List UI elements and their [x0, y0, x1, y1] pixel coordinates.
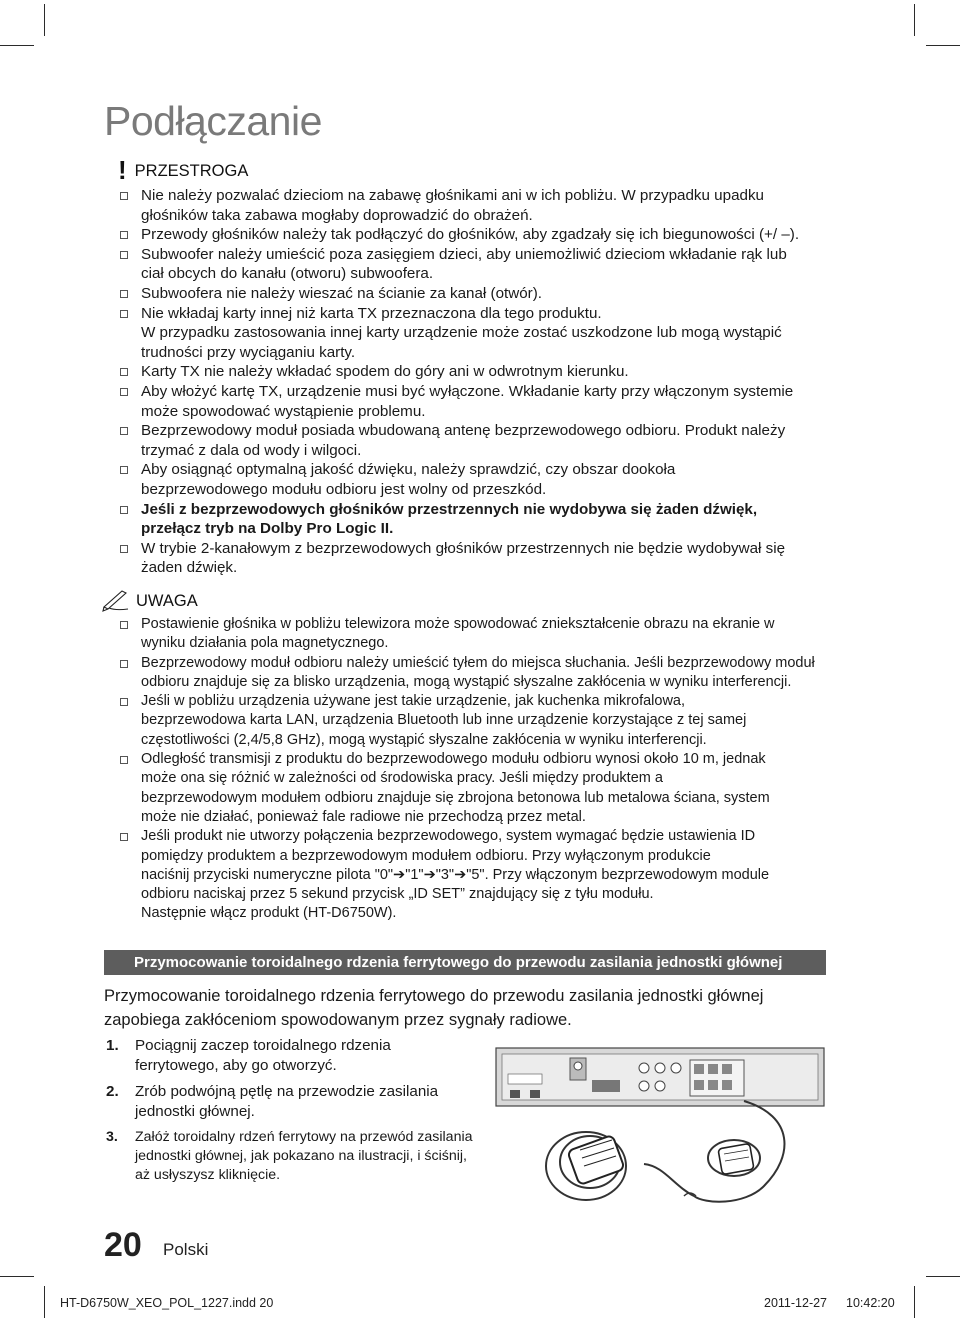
square-bullet-icon	[120, 545, 128, 553]
list-item-line: bezprzewodowa karta LAN, urządzenia Bluetooth lub inne urządzenie korzystające z tej samej	[141, 712, 747, 729]
ferrite-core-illustration	[494, 1046, 826, 1212]
list-item-line: Bezprzewodowy moduł odbioru należy umieścić tyłem do miejsca słuchania. Jeśli bezprzewodowy moduł	[141, 654, 815, 671]
pencil-note-icon	[102, 590, 132, 612]
crop-mark	[44, 4, 45, 36]
list-item-line: pomiędzy produktem a bezprzewodowym modułem odbioru. Przy wyłączonym produkcie	[141, 847, 711, 864]
crop-mark	[914, 4, 915, 36]
list-item-line: może spowodować wystąpienie problemu.	[141, 402, 426, 420]
list-item	[118, 539, 830, 578]
list-item-line: przełącz tryb na Dolby Pro Logic II.	[141, 520, 394, 538]
warning-list	[118, 186, 830, 578]
page-language: Polski	[163, 1240, 209, 1259]
list-item	[118, 500, 830, 539]
list-item-line: ciał obcych do kanału (otworu) subwoofera.	[141, 265, 434, 283]
list-item	[118, 186, 830, 225]
list-item	[118, 304, 830, 363]
list-item	[118, 382, 830, 421]
step-line: aż usłyszysz kliknięcie.	[135, 1167, 281, 1183]
list-item-line: odbioru naciskaj przez 5 sekund przycisk „ID SET” znajdujący się z tyłu modułu.	[141, 886, 654, 903]
list-item-line: Nie należy pozwalać dzieciom na zabawę głośnikami ani w ich pobliżu. W przypadku upadku	[141, 187, 765, 204]
intro-paragraph	[104, 984, 804, 1032]
list-item-line: Jeśli produkt nie utworzy połączenia bezprzewodowego, system wymagać będzie ustawienia ID	[141, 828, 756, 845]
step-number: 1.	[106, 1037, 119, 1054]
step-line: jednostki głównej.	[135, 1103, 255, 1120]
list-item-line: Postawienie głośnika w pobliżu telewizora może spowodować zniekształcenie obrazu na ekranie w	[141, 616, 775, 632]
list-item	[118, 225, 830, 245]
list-item-line: Przewody głośników należy tak podłączyć do głośników, aby zgadzały się ich biegunowości (+/ –).	[141, 226, 800, 244]
note-list	[118, 615, 830, 924]
list-item-line: może ona się różnić w zależności od środowiska pracy. Jeśli między produktem a	[141, 770, 663, 787]
list-item-line: Aby włożyć kartę TX, urządzenie musi być wyłączone. Wkładanie karty przy włączonym systemie	[141, 382, 794, 400]
intro-line: Przymocowanie toroidalnego rdzenia ferrytowego do przewodu zasilania jednostki głównej	[104, 987, 764, 1005]
page-title: Podłączanie	[104, 98, 322, 144]
list-item	[118, 692, 830, 750]
step-item	[104, 1082, 494, 1122]
step-number: 3.	[106, 1129, 118, 1145]
list-item-line: częstotliwości (2,4/5,8 GHz), mogą wystąpić słyszalne zakłócenia w wyniku interferencji.	[141, 731, 707, 748]
list-item	[118, 750, 830, 827]
list-item	[118, 460, 830, 499]
list-item-line: W przypadku zastosowania innej karty urządzenie może zostać uszkodzone lub mogą wystąpić	[141, 324, 782, 342]
step-line: Pociągnij zaczep toroidalnego rdzenia	[135, 1037, 391, 1054]
step-number: 2.	[106, 1083, 119, 1100]
page-number: 20	[104, 1226, 142, 1264]
crop-mark	[44, 1286, 45, 1318]
square-bullet-icon	[120, 310, 128, 318]
list-item-line: Subwoofera nie należy wieszać na ścianie za kanał (otwór).	[141, 284, 542, 302]
step-line: ferrytowego, aby go otworzyć.	[135, 1057, 337, 1074]
list-item-line: żaden dźwięk.	[141, 559, 238, 577]
square-bullet-icon	[120, 231, 128, 239]
list-item	[118, 615, 830, 654]
list-item-line: bezprzewodowym modułem odbioru znajduje się zbrojona betonowa lub metalowa ściana, system	[141, 789, 770, 806]
list-item	[118, 284, 830, 304]
crop-mark	[926, 1276, 960, 1277]
step-line: Załóż toroidalny rdzeń ferrytowy na przewód zasilania	[135, 1129, 473, 1145]
square-bullet-icon	[120, 660, 128, 668]
crop-mark	[914, 1286, 915, 1318]
square-bullet-icon	[120, 290, 128, 298]
exclamation-icon: !	[118, 155, 127, 185]
list-item-line: Jeśli w pobliżu urządzenia używane jest takie urządzenie, jak kuchenka mikrofalowa,	[141, 693, 686, 710]
section-bar-title: Przymocowanie toroidalnego rdzenia ferrytowego do przewodu zasilania jednostki głównej	[134, 954, 783, 971]
note-heading-label: UWAGA	[136, 591, 198, 610]
list-item-line: naciśnij przyciski numeryczne pilota "0"➔"1"➔"3"➔"5". Przy włączonym bezprzewodowym module	[141, 866, 770, 883]
list-item	[118, 827, 830, 923]
crop-mark	[926, 45, 960, 46]
crop-mark	[0, 45, 34, 46]
list-item-line: Subwoofer należy umieścić poza zasięgiem dzieci, aby uniemożliwić dzieciom wkładanie rąk lub	[141, 245, 787, 263]
square-bullet-icon	[120, 756, 128, 764]
note-heading	[102, 590, 198, 612]
list-item-line: bezprzewodowego modułu odbioru jest wolny od przeszkód.	[141, 480, 547, 498]
list-item-line: wyniku działania pola magnetycznego.	[141, 635, 389, 652]
square-bullet-icon	[120, 506, 128, 514]
square-bullet-icon	[120, 698, 128, 706]
list-item-line: Karty TX nie należy wkładać spodem do góry ani w odwrotnym kierunku.	[141, 363, 629, 381]
list-item-line: trudności przy wyciąganiu karty.	[141, 343, 356, 361]
list-item-line: W trybie 2-kanałowym z bezprzewodowych głośników przestrzennych nie będzie wydobywał się	[141, 539, 786, 557]
step-item	[104, 1128, 494, 1185]
list-item-line: Bezprzewodowy moduł posiada wbudowaną antenę bezprzewodowego odbioru. Produkt należy	[141, 422, 786, 440]
list-item-line: może nie działać, ponieważ fale radiowe nie przechodzą przez metal.	[141, 808, 586, 825]
square-bullet-icon	[120, 192, 128, 200]
list-item-line: Jeśli z bezprzewodowych głośników przestrzennych nie wydobywa się żaden dźwięk,	[141, 500, 758, 518]
list-item-line: Aby osiągnąć optymalną jakość dźwięku, należy sprawdzić, czy obszar dookoła	[141, 461, 676, 479]
square-bullet-icon	[120, 427, 128, 435]
list-item-line: odbioru znajduje się za blisko urządzenia, mogą wystąpić słyszalne zakłócenia w wyniku interferencji.	[141, 673, 792, 690]
list-item-line: głośników taka zabawa mogłaby doprowadzić do obrażeń.	[141, 206, 533, 224]
steps-list	[104, 1036, 494, 1191]
footer-date: 2011-12-27	[764, 1296, 828, 1310]
square-bullet-icon	[120, 466, 128, 474]
square-bullet-icon	[120, 251, 128, 259]
square-bullet-icon	[120, 621, 128, 629]
list-item	[118, 421, 830, 460]
step-item	[104, 1036, 494, 1076]
square-bullet-icon	[120, 368, 128, 376]
intro-line: zapobiega zakłóceniom spowodowanym przez sygnały radiowe.	[104, 1011, 572, 1029]
footer-file: HT-D6750W_XEO_POL_1227.indd 20	[60, 1296, 274, 1310]
square-bullet-icon	[120, 833, 128, 841]
list-item-line: Następnie włącz produkt (HT-D6750W).	[141, 905, 397, 922]
step-line: Zrób podwójną pętlę na przewodzie zasilania	[135, 1083, 439, 1100]
list-item-line: trzymać z dala od wody i wilgoci.	[141, 441, 362, 459]
list-item-line: Nie wkładaj karty innej niż karta TX przeznaczona dla tego produktu.	[141, 304, 602, 322]
list-item-line: Odległość transmisji z produktu do bezprzewodowego modułu odbioru wynosi około 10 m, jednak	[141, 751, 766, 768]
warning-heading	[118, 155, 249, 185]
list-item	[118, 654, 830, 693]
step-line: jednostki głównej, jak pokazano na ilustracji, i ściśnij,	[135, 1148, 467, 1164]
list-item	[118, 362, 830, 382]
warning-heading-label: PRZESTROGA	[134, 161, 249, 180]
footer-time: 10:42:20	[846, 1296, 895, 1310]
list-item	[118, 245, 830, 284]
crop-mark	[0, 1276, 34, 1277]
square-bullet-icon	[120, 388, 128, 396]
section-bar	[104, 950, 826, 975]
